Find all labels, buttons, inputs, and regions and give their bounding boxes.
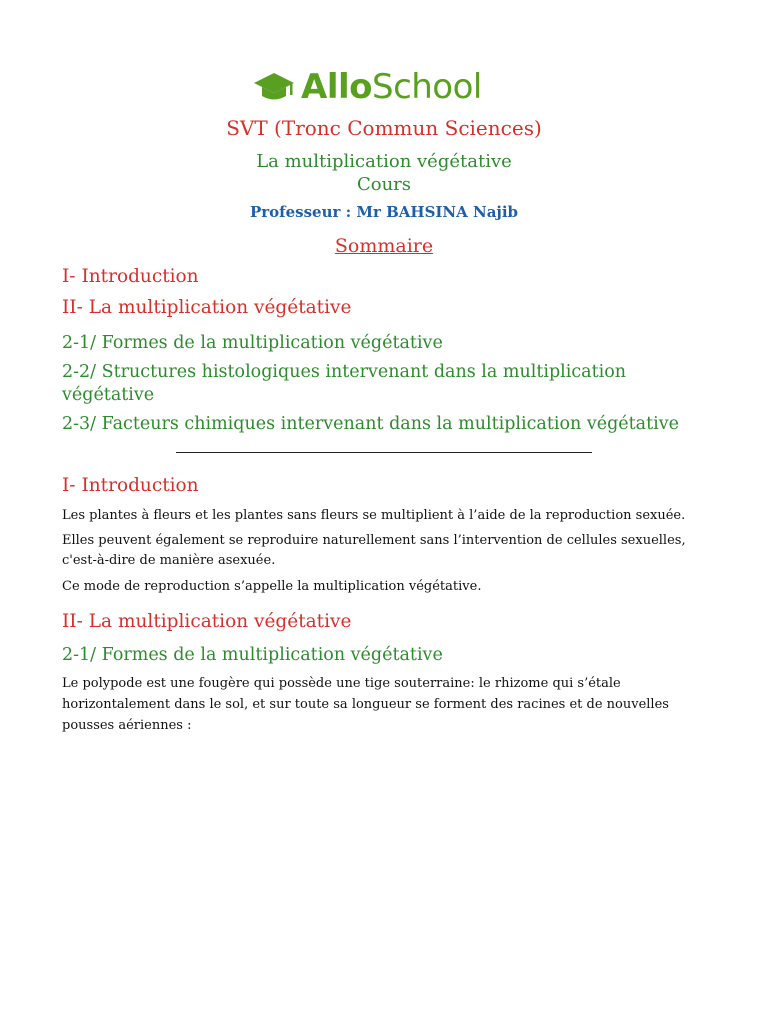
subject-title: SVT (Tronc Commun Sciences) bbox=[226, 116, 542, 140]
professor-name: Professeur : Mr BAHSINA Najib bbox=[249, 203, 519, 221]
paragraph-line: Ce mode de reproduction s’appelle la multiplication végétative. bbox=[62, 579, 482, 594]
section-multiplication-heading: II- La multiplication végétative bbox=[62, 611, 352, 632]
toc-item-facteurs: 2-3/ Facteurs chimiques intervenant dans la multiplication végétative bbox=[62, 414, 679, 434]
toc-item-structures: 2-2/ Structures histologiques intervenant dans la multiplication bbox=[62, 362, 627, 382]
graduation-cap-icon bbox=[253, 69, 295, 105]
section-introduction-heading: I- Introduction bbox=[62, 475, 199, 496]
paragraph-line: c'est-à-dire de manière asexuée. bbox=[62, 553, 276, 568]
toc-item-introduction: I- Introduction bbox=[62, 266, 199, 287]
paragraph-line: Les plantes à fleurs et les plantes sans fleurs se multiplient à l’aide de la reproduction sexuée. bbox=[62, 508, 686, 523]
sommaire-heading: Sommaire bbox=[334, 235, 434, 257]
lesson-title: La multiplication végétative bbox=[256, 151, 512, 172]
document-type: Cours bbox=[356, 174, 412, 195]
paragraph-line: Elles peuvent également se reproduire naturellement sans l’intervention de cellules sexuelles, bbox=[62, 533, 686, 548]
paragraph-line: horizontalement dans le sol, et sur toute sa longueur se forment des racines et de nouvelles bbox=[62, 697, 669, 712]
subsection-formes-heading: 2-1/ Formes de la multiplication végétative bbox=[62, 645, 443, 665]
toc-item-multiplication: II- La multiplication végétative bbox=[62, 297, 352, 318]
paragraph-line: pousses aériennes : bbox=[62, 718, 192, 733]
section-divider bbox=[176, 452, 592, 453]
toc-item-formes: 2-1/ Formes de la multiplication végétative bbox=[62, 333, 443, 353]
paragraph-line: Le polypode est une fougère qui possède une tige souterraine: le rhizome qui s’étale bbox=[62, 676, 621, 691]
alloschool-logo bbox=[253, 64, 482, 110]
toc-item-structures-cont: végétative bbox=[62, 385, 155, 405]
logo-text: AlloSchool bbox=[301, 67, 482, 107]
